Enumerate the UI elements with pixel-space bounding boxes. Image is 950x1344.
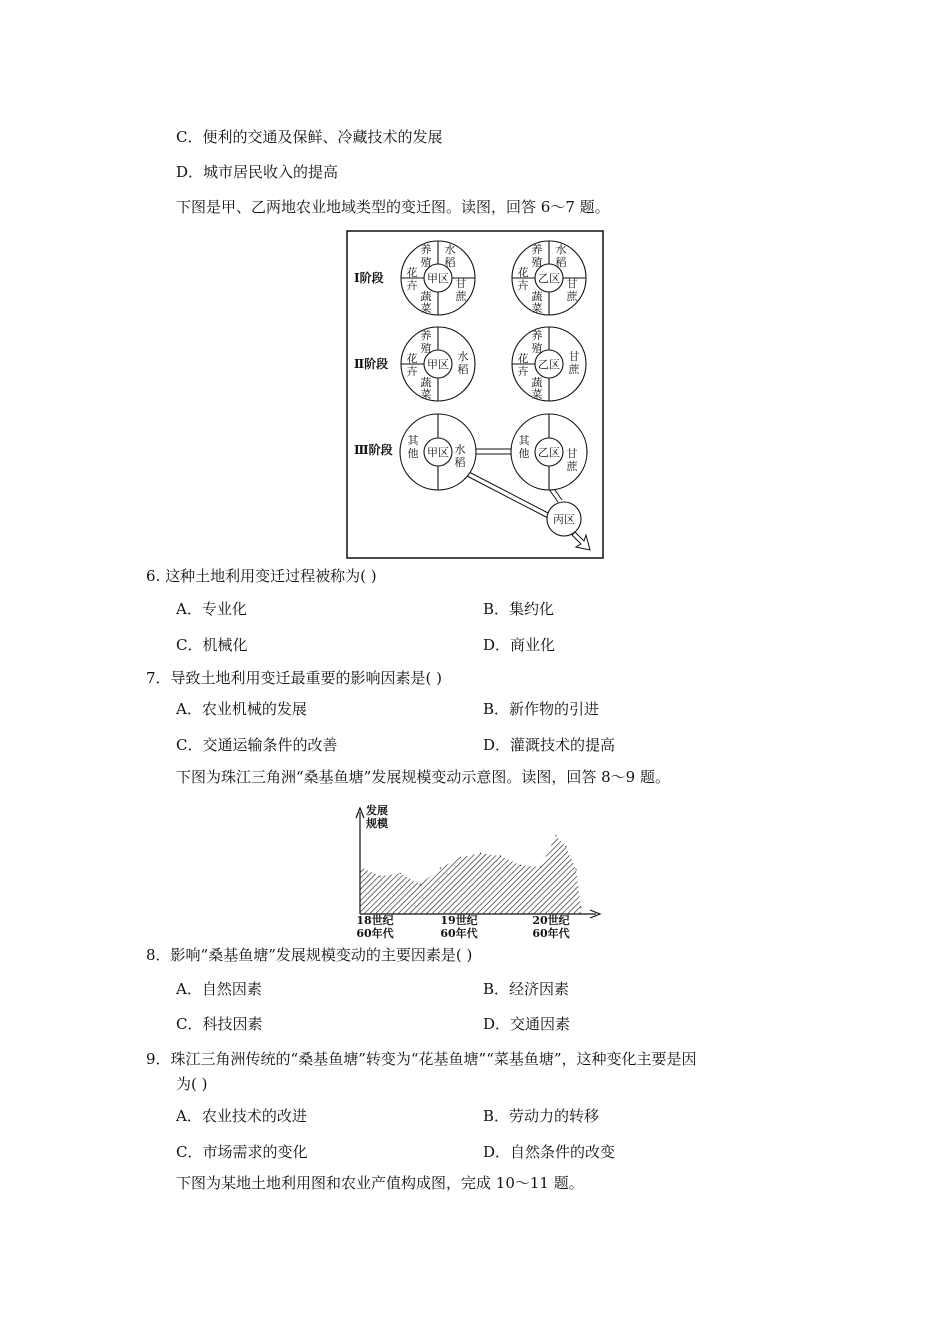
scale-point [500,855,501,856]
stage3-yi-gan: 甘 [566,447,578,460]
q7-option-d: D．灌溉技术的提高 [483,736,616,754]
stage1-yi-gan: 甘 [566,277,578,290]
scale-point [565,846,566,847]
stage3-bing-label: 丙区 [553,513,575,526]
x-tick-1-line2: 60年代 [356,927,394,940]
stage1-jia-zhe: 蔗 [455,290,467,303]
stage3-jia-qi: 其 [407,434,419,447]
q9-option-a: A．农业技术的改进 [176,1107,307,1125]
stage1-jia-hui: 卉 [406,279,418,292]
question-8: 8．影响“桑基鱼塘”发展规模变动的主要因素是( ) [146,946,473,964]
stage2-jia-cai: 菜 [420,388,432,401]
scale-point [400,873,401,874]
stage3-yi-zhe: 蔗 [566,460,578,473]
agriculture-change-diagram [346,230,604,560]
stage1-jia-zhi: 殖 [420,256,432,269]
q8-option-a: A．自然因素 [176,980,262,998]
intro-questions-10-11: 下图为某地土地利用图和农业产值构成图，完成 10～11 题。 [176,1174,584,1192]
stage3-yi-label: 乙区 [538,446,560,459]
stage2-yi-hua: 花 [517,352,529,365]
scale-point [540,866,541,867]
y-axis-label-line2: 规模 [366,817,388,830]
scale-area [360,836,581,914]
stage3-jia-dao: 稻 [454,456,466,469]
stage1-jia-dao: 稻 [444,256,456,269]
scale-point [555,835,556,836]
y-axis-label-line1: 发展 [366,804,388,817]
q9-option-d: D．自然条件的改变 [483,1143,616,1161]
stage3-jia-ta: 他 [407,447,419,460]
stage1-jia-gan: 甘 [455,277,467,290]
stage1-yi-shui: 水 [555,243,567,256]
q7-option-b: B．新作物的引进 [483,700,600,718]
stage2-yi-shu: 蔬 [531,376,543,389]
question-6: 6. 这种土地利用变迁过程被称为( ) [146,567,377,585]
q6-option-a: A．专业化 [176,600,247,618]
scale-point [575,869,576,870]
stage2-yi-cai: 菜 [531,388,543,401]
stage2-jia-yang: 养 [420,329,432,342]
scale-point [440,868,441,869]
q9-option-b: B．劳动力的转移 [483,1107,600,1125]
stage1-jia-cai: 菜 [420,302,432,315]
stage3-yi-ta: 他 [518,447,530,460]
stage1-yi-cai: 菜 [531,302,543,315]
stage-2-label: Ⅱ阶段 [354,357,389,371]
scale-point [580,907,581,908]
scale-point [420,884,421,885]
option-d-previous: D．城市居民收入的提高 [176,163,339,181]
question-9-line2: 为( ) [176,1075,208,1093]
stage1-yi-yang: 养 [531,243,543,256]
q6-option-c: C．机械化 [176,636,248,654]
stage2-jia-zhi: 殖 [420,342,432,355]
stage-1-label: Ⅰ阶段 [354,271,384,285]
scale-point [380,876,381,877]
intro-questions-6-7: 下图是甲、乙两地农业地域类型的变迁图。读图，回答 6～7 题。 [176,198,610,216]
stage1-jia-label: 甲区 [427,272,449,285]
stage2-yi-gan: 甘 [568,350,580,363]
option-c-previous: C．便利的交通及保鲜、冷藏技术的发展 [176,128,443,146]
stage1-jia-yang: 养 [420,243,432,256]
scale-point [460,857,461,858]
q8-option-d: D．交通因素 [483,1015,571,1033]
x-tick-2-line2: 60年代 [440,927,478,940]
x-tick-3-line2: 60年代 [532,927,570,940]
stage1-yi-shu: 蔬 [531,290,543,303]
stage2-yi-zhe: 蔗 [568,363,580,376]
stage3-jia-shui: 水 [454,443,466,456]
stage1-jia-hua: 花 [406,266,418,279]
stage2-jia-shui: 水 [457,350,469,363]
stage2-jia-label: 甲区 [427,358,449,371]
x-tick-3-line1: 20世纪 [532,914,570,927]
stage2-jia-hua: 花 [406,352,418,365]
q7-option-c: C．交通运输条件的改善 [176,736,338,754]
q6-option-d: D．商业化 [483,636,556,654]
x-tick-1-line1: 18世纪 [356,914,394,927]
stage2-yi-yang: 养 [531,329,543,342]
stage-3-label: Ⅲ阶段 [354,443,393,457]
stage1-yi-dao: 稻 [555,256,567,269]
stage1-yi-hui: 卉 [517,279,529,292]
scale-point [480,853,481,854]
stage1-yi-zhe: 蔗 [566,290,578,303]
sangji-yutang-scale-chart [340,796,602,946]
stage2-yi-hui: 卉 [517,365,529,378]
stage1-yi-hua: 花 [517,266,529,279]
stage3-yi-qi: 其 [518,434,530,447]
stage2-jia-shu: 蔬 [420,376,432,389]
intro-questions-8-9: 下图为珠江三角洲“桑基鱼塘”发展规模变动示意图。读图，回答 8～9 题。 [176,768,670,786]
q7-option-a: A．农业机械的发展 [176,700,307,718]
q8-option-c: C．科技因素 [176,1015,263,1033]
stage2-jia-dao: 稻 [457,363,469,376]
scale-point [520,865,521,866]
q6-option-b: B．集约化 [483,600,555,618]
stage2-jia-hui: 卉 [406,365,418,378]
stage3-jia-label: 甲区 [427,446,449,459]
stage1-yi-zhi: 殖 [531,256,543,269]
question-7: 7．导致土地利用变迁最重要的影响因素是( ) [146,669,443,687]
q9-option-c: C．市场需求的变化 [176,1143,308,1161]
x-tick-2-line1: 19世纪 [440,914,478,927]
question-9-line1: 9．珠江三角洲传统的“桑基鱼塘”转变为“花基鱼塘”“菜基鱼塘”，这种变化主要是因 [146,1050,697,1068]
stage1-yi-label: 乙区 [538,272,560,285]
stage1-jia-shui: 水 [444,243,456,256]
q8-option-b: B．经济因素 [483,980,570,998]
stage2-yi-label: 乙区 [538,358,560,371]
stage1-jia-shu: 蔬 [420,290,432,303]
stage2-yi-zhi: 殖 [531,342,543,355]
